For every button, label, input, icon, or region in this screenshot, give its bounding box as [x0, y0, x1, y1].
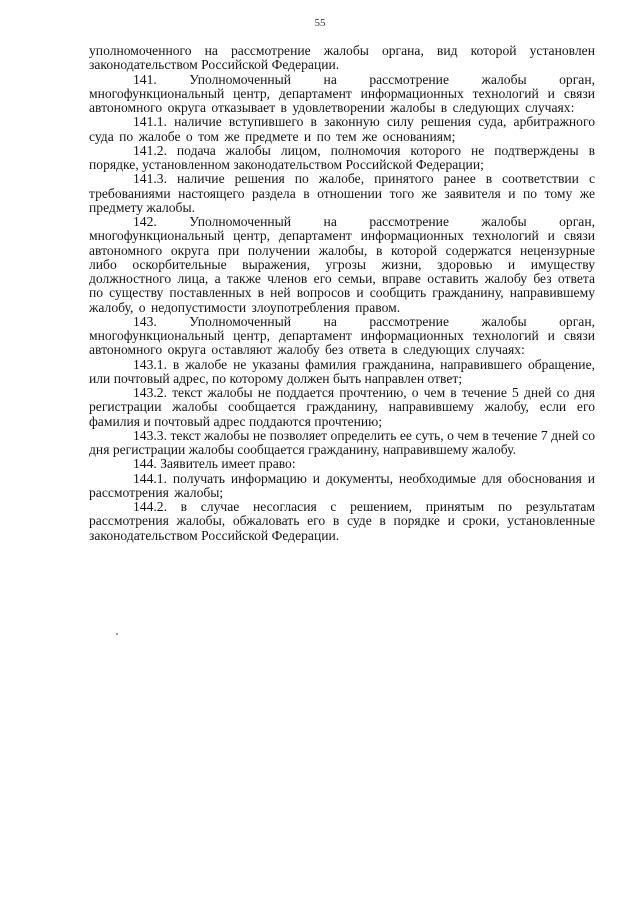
paragraph-continuation: уполномоченного на рассмотрение жалобы органа, вид которой установлен законодательством Российской Федерации. — [89, 43, 595, 73]
paragraph-141-2: 141.2. подача жалобы лицом, полномочия которого не подтверждены в порядке, установленном законодательством Российской Федерации; — [89, 142, 595, 172]
paragraph-141: 141. Уполномоченный на рассмотрение жалобы орган, многофункциональный центр, департамент информационных технологий и связи автономного округа отказывает в удовлетворении жалобы в следующих случаях: — [89, 71, 595, 115]
paragraph-144: 144. Заявитель имеет право: — [133, 456, 296, 472]
paragraph-143: 143. Уполномоченный на рассмотрение жалобы орган, многофункциональный центр, департамент информационных технологий и связи автономного округа оставляют жалобу без ответа в следующих случаях: — [89, 313, 595, 358]
page-number: 55 — [314, 17, 326, 29]
scan-speck — [116, 633, 118, 635]
paragraph-143-2: 143.2. текст жалобы не поддается прочтению, о чем в течение 5 дней со дня регистрации жалобы сообщается гражданину, направившему жалобу, если его фамилия и почтовый адрес поддаются прочтению; — [89, 385, 595, 429]
paragraph-144-1: 144.1. получать информацию и документы, необходимые для обоснования и рассмотрения жалобы; — [89, 470, 595, 500]
paragraph-141-3: 141.3. наличие решения по жалобе, принятого ранее в соответствии с требованиями настоящего раздела в отношении того же заявителя и по тому же предмету жалобы. — [89, 171, 595, 215]
paragraph-141-1: 141.1. наличие вступившего в законную силу решения суда, арбитражного суда по жалобе о том же предмете и по тем же основаниям; — [89, 114, 595, 144]
paragraph-142: 142. Уполномоченный на рассмотрение жалобы орган, многофункциональный центр, департамент информационных технологий и связи автономного округа при получении жалобы, в которой содержатся нецензурные либо оскорбительные выражения, угрозы жизни, здоровью и имуществу должностного лица, а также членов его семьи, вправе оставить жалобу без ответа по существу поставленных в ней вопросов и сообщить гражданину, направившему жалобу, о недопустимости злоупотребления правом. — [89, 214, 595, 315]
paragraph-143-3: 143.3. текст жалобы не позволяет определить ее суть, о чем в течение 7 дней со дня регистрации жалобы сообщается гражданину, направившему жалобу. — [89, 427, 595, 457]
paragraph-143-1: 143.1. в жалобе не указаны фамилия гражданина, направившего обращение, или почтовый адрес, по которому должен быть направлен ответ; — [89, 356, 595, 386]
document-body — [89, 44, 595, 543]
paragraph-144-2: 144.2. в случае несогласия с решением, принятым по результатам рассмотрения жалобы, обжаловать его в суде в порядке и сроки, установленные законодательством Российской Федерации. — [89, 499, 595, 543]
